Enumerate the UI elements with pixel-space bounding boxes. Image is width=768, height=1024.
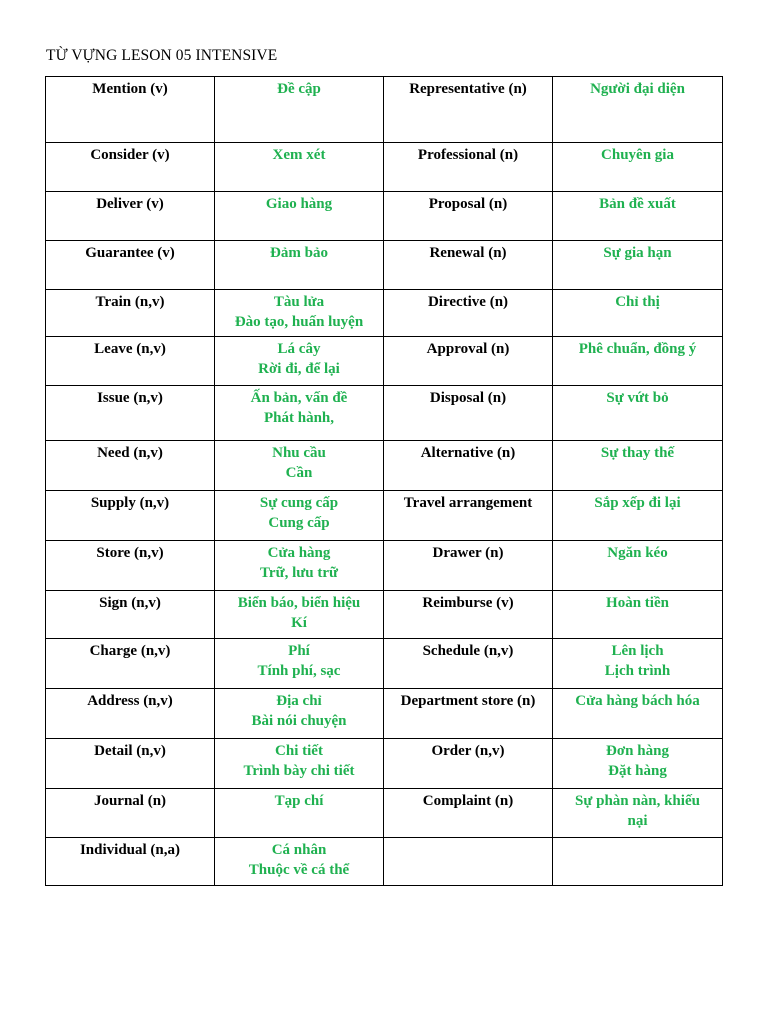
english-term: Consider (v)	[46, 143, 215, 192]
english-term: Supply (n,v)	[46, 491, 215, 541]
vietnamese-meaning	[215, 192, 384, 241]
english-term: Reimburse (v)	[384, 591, 553, 639]
vietnamese-meaning	[215, 591, 384, 639]
english-term: Charge (n,v)	[46, 639, 215, 689]
english-term: Order (n,v)	[384, 739, 553, 789]
meaning-line: Sự phàn nàn, khiếu	[575, 793, 700, 809]
vietnamese-meaning	[553, 290, 723, 337]
meaning-line: Đề cập	[277, 81, 321, 97]
english-term: Schedule (n,v)	[384, 639, 553, 689]
meaning-line: Lá cây	[277, 341, 321, 357]
meaning-line: Phê chuẩn, đồng ý	[578, 341, 697, 357]
vocab-row	[46, 789, 723, 838]
meaning-line: Phí	[288, 643, 310, 659]
english-term: Need (n,v)	[46, 441, 215, 491]
vocab-row	[46, 241, 723, 290]
vietnamese-meaning	[215, 290, 384, 337]
vietnamese-meaning	[215, 337, 384, 386]
meaning-line: Tính phí, sạc	[257, 662, 341, 679]
english-term: Disposal (n)	[384, 386, 553, 441]
vocab-row	[46, 838, 723, 886]
meaning-line: Hoàn tiền	[606, 595, 669, 611]
vietnamese-meaning	[215, 639, 384, 689]
vocabulary-table	[45, 76, 723, 886]
vietnamese-meaning	[215, 689, 384, 739]
vocab-row	[46, 591, 723, 639]
meaning-line: Nhu cầu	[272, 445, 326, 461]
vietnamese-meaning	[215, 386, 384, 441]
meaning-line: Đào tạo, huấn luyện	[234, 313, 364, 330]
vietnamese-meaning	[553, 143, 723, 192]
vocab-row	[46, 192, 723, 241]
meaning-line: Sắp xếp đi lại	[594, 495, 681, 511]
english-term: Leave (n,v)	[46, 337, 215, 386]
document-title: TỪ VỰNG LESON 05 INTENSIVE	[46, 47, 278, 64]
meaning-line: Cửa hàng	[267, 545, 331, 561]
vietnamese-meaning	[553, 386, 723, 441]
meaning-line: Trình bày chi tiết	[243, 762, 355, 779]
meaning-line: Trữ, lưu trữ	[260, 564, 338, 581]
vietnamese-meaning	[553, 192, 723, 241]
vietnamese-meaning	[215, 739, 384, 789]
meaning-line: Cửa hàng bách hóa	[575, 693, 700, 709]
english-term: Representative (n)	[384, 77, 553, 143]
meaning-line: Ấn bản, vấn đề	[250, 390, 348, 406]
vocab-row	[46, 689, 723, 739]
english-term: Address (n,v)	[46, 689, 215, 739]
english-term: Drawer (n)	[384, 541, 553, 591]
meaning-line: Bản đề xuất	[599, 196, 676, 212]
meaning-line: Giao hàng	[265, 196, 333, 212]
vietnamese-meaning	[553, 739, 723, 789]
meaning-line: Biển báo, biển hiệu	[237, 595, 361, 611]
meaning-line: Chuyên gia	[601, 147, 674, 163]
meaning-line: Cần	[285, 464, 313, 481]
meaning-line: Đặt hàng	[608, 762, 667, 779]
meaning-line: Tàu lửa	[273, 294, 325, 310]
vietnamese-meaning	[215, 143, 384, 192]
vocab-row	[46, 441, 723, 491]
vietnamese-meaning	[553, 241, 723, 290]
meaning-line: Kí	[291, 614, 307, 631]
english-term: Train (n,v)	[46, 290, 215, 337]
vietnamese-meaning	[215, 789, 384, 838]
english-term: Store (n,v)	[46, 541, 215, 591]
vietnamese-meaning	[215, 541, 384, 591]
vietnamese-meaning	[553, 591, 723, 639]
english-term: Issue (n,v)	[46, 386, 215, 441]
vocab-row	[46, 337, 723, 386]
vocab-row	[46, 143, 723, 192]
english-term: Travel arrangement	[384, 491, 553, 541]
meaning-line: Tạp chí	[274, 793, 324, 809]
vocab-row	[46, 491, 723, 541]
english-term: Journal (n)	[46, 789, 215, 838]
english-term: Deliver (v)	[46, 192, 215, 241]
meaning-line: Thuộc về cá thể	[248, 861, 350, 878]
vietnamese-meaning	[553, 491, 723, 541]
meaning-line: Lịch trình	[604, 662, 671, 679]
meaning-line: Sự cung cấp	[259, 495, 339, 511]
english-term	[384, 838, 553, 886]
vocab-row	[46, 77, 723, 143]
vietnamese-meaning	[553, 541, 723, 591]
vocabulary-table-body	[46, 77, 723, 886]
vietnamese-meaning	[215, 241, 384, 290]
meaning-line: Ngăn kéo	[607, 545, 668, 561]
meaning-line: Chi tiết	[275, 743, 323, 759]
vietnamese-meaning	[215, 838, 384, 886]
vietnamese-meaning	[553, 838, 723, 886]
meaning-line: Chỉ thị	[615, 294, 660, 310]
english-term: Department store (n)	[384, 689, 553, 739]
meaning-line: Xem xét	[272, 147, 326, 163]
english-term: Guarantee (v)	[46, 241, 215, 290]
meaning-line: Sự gia hạn	[603, 245, 672, 261]
meaning-line: Lên lịch	[611, 643, 664, 659]
vocab-row	[46, 639, 723, 689]
english-term: Detail (n,v)	[46, 739, 215, 789]
english-term: Complaint (n)	[384, 789, 553, 838]
meaning-line: Phát hành,	[263, 409, 335, 426]
vietnamese-meaning	[553, 689, 723, 739]
meaning-line: Đơn hàng	[606, 743, 669, 759]
vocab-row	[46, 386, 723, 441]
english-term: Renewal (n)	[384, 241, 553, 290]
vietnamese-meaning	[553, 337, 723, 386]
english-term: Alternative (n)	[384, 441, 553, 491]
english-term: Approval (n)	[384, 337, 553, 386]
meaning-line: Cung cấp	[268, 514, 330, 531]
vietnamese-meaning	[553, 639, 723, 689]
meaning-line: Đảm bảo	[270, 245, 328, 261]
english-term: Directive (n)	[384, 290, 553, 337]
meaning-line: Bài nói chuyện	[251, 712, 347, 729]
vietnamese-meaning	[215, 491, 384, 541]
english-term: Sign (n,v)	[46, 591, 215, 639]
vocab-row	[46, 290, 723, 337]
english-term: Proposal (n)	[384, 192, 553, 241]
meaning-line: Người đại diện	[590, 81, 685, 97]
vietnamese-meaning	[553, 77, 723, 143]
vietnamese-meaning	[215, 77, 384, 143]
vocab-row	[46, 541, 723, 591]
meaning-line: Sự vứt bỏ	[606, 390, 669, 406]
english-term: Professional (n)	[384, 143, 553, 192]
english-term: Individual (n,a)	[46, 838, 215, 886]
vocab-row	[46, 739, 723, 789]
english-term: Mention (v)	[46, 77, 215, 143]
meaning-line: Cá nhân	[271, 842, 327, 858]
meaning-line: Rời đi, để lại	[258, 360, 340, 377]
vietnamese-meaning	[215, 441, 384, 491]
vietnamese-meaning	[553, 789, 723, 838]
vietnamese-meaning	[553, 441, 723, 491]
meaning-line: Địa chỉ	[276, 693, 322, 709]
meaning-line: Sự thay thế	[600, 445, 675, 461]
meaning-line: nại	[627, 812, 648, 829]
